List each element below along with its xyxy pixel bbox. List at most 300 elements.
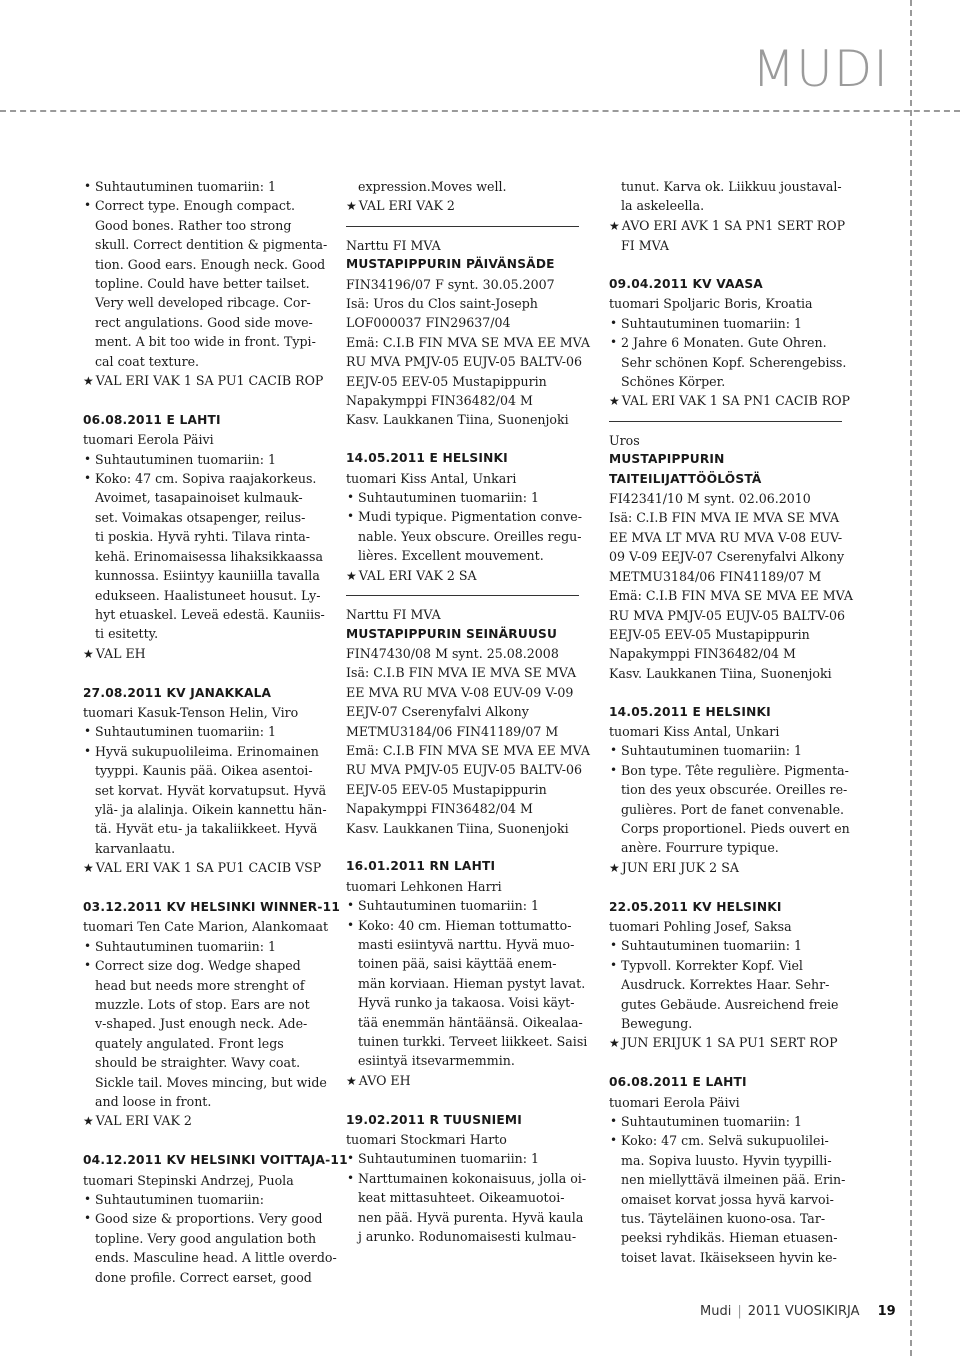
- bullet-text: Correct type. Enough compact.: [95, 198, 295, 214]
- star-icon: ★: [346, 568, 357, 583]
- text-line: [609, 975, 859, 994]
- line-text: la askeleella.: [621, 198, 705, 214]
- line-text: EEJV-05 EEV-05 Mustapippurin: [609, 626, 810, 642]
- star-icon: ★: [83, 374, 94, 389]
- text-line: [346, 410, 596, 429]
- line-text: tuomari Eerola Päivi: [609, 1094, 740, 1110]
- line-text: Emä: C.I.B FIN MVA SE MVA EE MVA: [609, 588, 853, 604]
- text-line: [609, 1209, 859, 1228]
- bullet-icon: •: [347, 917, 355, 932]
- result-line: [83, 644, 333, 664]
- line-text: EE MVA LT MVA RU MVA V-08 EUV-: [609, 529, 843, 545]
- line-text: tuomari Kiss Antal, Unkari: [346, 470, 517, 486]
- text-line: [346, 1013, 596, 1032]
- spacer: [346, 430, 596, 449]
- line-text: gulières. Port de fanet convenable.: [621, 801, 845, 817]
- result-line: [609, 216, 859, 236]
- line-text: METMU3184/06 FIN41189/07 M: [609, 568, 822, 584]
- text-line: [609, 528, 859, 547]
- text-line: [83, 703, 333, 722]
- line-text: should be straighter. Wavy coat.: [95, 1055, 301, 1071]
- heading-text: 16.01.2011 RN LAHTI: [346, 859, 496, 874]
- page-footer: [700, 1304, 896, 1319]
- line-text: expression.Moves well.: [358, 179, 507, 194]
- text-line: [346, 935, 596, 954]
- bullet-item: [346, 488, 596, 507]
- bullet-item: [346, 1149, 596, 1168]
- bullet-item: [83, 956, 333, 975]
- bullet-item: [83, 469, 333, 488]
- page-title: MUDI: [752, 40, 889, 98]
- text-line: [83, 917, 333, 936]
- line-text: anère. Fourrure typique.: [621, 840, 779, 856]
- text-line: [346, 605, 596, 624]
- result-text: VAL ERI VAK 1 SA PN1 CACIB ROP: [621, 393, 850, 409]
- bullet-text: Suhtautuminen tuomariin: 1: [621, 1114, 802, 1130]
- line-text: j arunko. Rodunomaisesti kulmau-: [358, 1229, 577, 1245]
- text-line: [83, 1014, 333, 1033]
- text-line: [83, 624, 333, 643]
- bullet-icon: •: [84, 1192, 92, 1207]
- text-line: [609, 1170, 859, 1189]
- spacer: [83, 664, 333, 683]
- line-text: topline. Very good angulation both: [95, 1230, 317, 1246]
- text-line: [346, 177, 596, 196]
- line-text: edukseen. Haalistuneet housut. Ly-: [95, 587, 321, 603]
- line-text: Bewegung.: [621, 1016, 693, 1032]
- bullet-item: [346, 1169, 596, 1188]
- bullet-item: [609, 741, 859, 760]
- column-3: [609, 177, 859, 1267]
- text-line: [83, 313, 333, 332]
- result-line: [83, 1111, 333, 1131]
- text-line: [83, 800, 333, 819]
- line-text: kehä. Erinomaisessa lihaksikkaassa: [95, 548, 323, 564]
- line-text: skull. Correct dentition & pigmenta-: [95, 237, 328, 253]
- result-line: [609, 391, 859, 411]
- result-text: VAL ERI VAK 2 SA: [358, 567, 477, 583]
- section-heading: [346, 1111, 596, 1130]
- line-text: tunut. Karva ok. Liikkuu joustaval-: [621, 179, 842, 194]
- text-line: [346, 799, 596, 818]
- text-line: [346, 527, 596, 546]
- bullet-item: [609, 333, 859, 352]
- text-line: [83, 527, 333, 546]
- text-line: [609, 722, 859, 741]
- bullet-icon: •: [347, 509, 355, 524]
- text-line: [346, 352, 596, 371]
- line-text: FI MVA: [621, 238, 669, 254]
- line-text: Avoimet, tasapainoiset kulmauk-: [95, 490, 303, 506]
- spacer: [346, 838, 596, 857]
- bullet-text: Koko: 40 cm. Hieman tottumatto-: [358, 917, 572, 933]
- star-icon: ★: [609, 860, 620, 875]
- text-line: [609, 1228, 859, 1247]
- heading-text: 06.08.2011 E LAHTI: [609, 1075, 747, 1090]
- text-line: [609, 236, 859, 255]
- line-text: Emä: C.I.B FIN MVA SE MVA EE MVA: [346, 742, 590, 758]
- result-text: VAL ERI VAK 2: [95, 1113, 192, 1129]
- line-text: RU MVA PMJV-05 EUJV-05 BALTV-06: [346, 354, 583, 370]
- text-line: [83, 293, 333, 312]
- star-icon: ★: [83, 646, 94, 661]
- bullet-icon: •: [84, 938, 92, 953]
- bullet-icon: •: [610, 743, 618, 758]
- line-text: nen pää. Hyvä purenta. Hyvä kaula: [358, 1209, 584, 1225]
- star-icon: ★: [609, 218, 620, 233]
- line-text: set. Voimakas otsapenger, reilus-: [95, 509, 306, 525]
- line-text: Kasv. Laukkanen Tiina, Suonenjoki: [346, 820, 569, 836]
- line-text: RU MVA PMJV-05 EUJV-05 BALTV-06: [346, 762, 583, 778]
- line-text: Hyvä runko ja takaosa. Voisi käyt-: [358, 995, 575, 1011]
- heading-text: MUSTAPIPPURIN PÄIVÄNSÄDE: [346, 257, 555, 272]
- line-text: cal coat texture.: [95, 353, 200, 369]
- section-rule: [609, 421, 842, 422]
- bullet-text: Suhtautuminen tuomariin: 1: [621, 743, 802, 759]
- result-text: VAL ERI VAK 1 SA PU1 CACIB VSP: [95, 860, 322, 876]
- text-line: [83, 1229, 333, 1248]
- spacer: [83, 879, 333, 898]
- text-line: [346, 294, 596, 313]
- text-line: [346, 1208, 596, 1227]
- line-text: ends. Masculine head. A little overdo-: [95, 1250, 337, 1266]
- text-line: [83, 1171, 333, 1190]
- heading-text: TAITEILIJATTÖÖLÖSTÄ: [609, 471, 762, 486]
- section-heading: [83, 411, 333, 430]
- line-text: tuomari Pohling Josef, Saksa: [609, 918, 792, 934]
- line-text: ylä- ja alalinja. Oikein kannettu hän-: [95, 801, 327, 817]
- text-line: [346, 819, 596, 838]
- line-text: EEJV-05 EEV-05 Mustapippurin: [346, 373, 547, 389]
- text-line: [83, 255, 333, 274]
- line-text: omaiset korvat jossa hyvä karvoi-: [621, 1191, 834, 1207]
- spacer: [609, 1054, 859, 1073]
- text-line: [83, 605, 333, 624]
- text-line: [609, 431, 859, 450]
- section-heading: [346, 255, 596, 274]
- right-dashed-rule: [910, 0, 912, 1356]
- bullet-icon: •: [347, 898, 355, 913]
- bullet-text: Suhtautuminen tuomariin: 1: [95, 938, 276, 954]
- section-heading: [83, 898, 340, 917]
- line-text: tuomari Kasuk-Tenson Helin, Viro: [83, 704, 299, 720]
- text-line: [83, 430, 333, 449]
- line-text: hyt etuaskel. Leveä edestä. Kauniis-: [95, 606, 325, 622]
- heading-text: 06.08.2011 E LAHTI: [83, 412, 221, 427]
- line-text: tion. Good ears. Enough neck. Good: [95, 256, 326, 272]
- bullet-text: Suhtautuminen tuomariin: 1: [95, 451, 276, 467]
- bullet-item: [609, 936, 859, 955]
- spacer: [609, 878, 859, 897]
- page-number: 19: [877, 1304, 896, 1319]
- bullet-icon: •: [610, 1133, 618, 1148]
- bullet-text: Suhtautuminen tuomariin: 1: [621, 315, 802, 331]
- line-text: toinen pää, saisi käyttää enem-: [358, 956, 557, 972]
- text-line: [609, 625, 859, 644]
- star-icon: ★: [83, 1114, 94, 1129]
- text-line: [609, 917, 859, 936]
- line-text: and loose in front.: [95, 1094, 212, 1110]
- line-text: Very well developed ribcage. Cor-: [95, 295, 311, 311]
- text-line: [346, 644, 596, 663]
- line-text: Ausdruck. Korrektes Haar. Sehr-: [621, 977, 830, 993]
- bullet-text: Correct size dog. Wedge shaped: [95, 958, 301, 974]
- heading-text: 09.04.2011 KV VAASA: [609, 277, 763, 292]
- bullet-icon: •: [84, 179, 92, 193]
- line-text: tuomari Kiss Antal, Unkari: [609, 723, 780, 739]
- line-text: Isä: C.I.B FIN MVA IE MVA SE MVA: [609, 510, 840, 526]
- section-heading: [609, 450, 859, 469]
- bullet-item: [346, 916, 596, 935]
- result-line: [83, 858, 333, 878]
- text-line: [83, 995, 333, 1014]
- line-text: Sehr schönen Kopf. Scherengebiss.: [621, 354, 847, 370]
- bullet-text: Mudi typique. Pigmentation conve-: [358, 509, 582, 525]
- text-line: [609, 177, 859, 196]
- text-line: [609, 196, 859, 215]
- line-text: RU MVA PMJV-05 EUJV-05 BALTV-06: [609, 607, 846, 623]
- text-line: [609, 547, 859, 566]
- line-text: tus. Täyteläinen kuono-osa. Tar-: [621, 1211, 826, 1227]
- line-text: rect angulations. Good side move-: [95, 314, 313, 330]
- bullet-icon: •: [84, 724, 92, 739]
- bullet-icon: •: [84, 958, 92, 973]
- line-text: Kasv. Laukkanen Tiina, Suonenjoki: [609, 665, 832, 681]
- text-line: [83, 352, 333, 371]
- line-text: ment. A bit too wide in front. Typi-: [95, 334, 316, 350]
- line-text: topline. Could have better tailset.: [95, 276, 310, 292]
- line-text: FIN47430/08 M synt. 25.08.2008: [346, 645, 559, 661]
- bullet-item: [346, 507, 596, 526]
- line-text: Napakymppi FIN36482/04 M: [346, 393, 533, 409]
- line-text: EEJV-07 Cserenyfalvi Alkony: [346, 704, 529, 720]
- result-line: [83, 371, 333, 391]
- bullet-icon: •: [610, 957, 618, 972]
- text-line: [83, 781, 333, 800]
- line-text: Kasv. Laukkanen Tiina, Suonenjoki: [346, 412, 569, 428]
- line-text: tuomari Lehkonen Harri: [346, 878, 502, 894]
- line-text: masti esiintyvä narttu. Hyvä muo-: [358, 937, 575, 952]
- text-line: [83, 274, 333, 293]
- line-text: ti poskia. Hyvä ryhti. Tilava rinta-: [95, 529, 311, 545]
- bullet-text: Narttumainen kokonaisuus, jolla oi-: [358, 1170, 587, 1186]
- result-line: [346, 566, 596, 586]
- text-line: [83, 216, 333, 235]
- text-line: [609, 489, 859, 508]
- star-icon: ★: [346, 199, 357, 214]
- text-line: [83, 1268, 333, 1287]
- bullet-text: Koko: 47 cm. Selvä sukupuolilei-: [621, 1133, 829, 1149]
- text-line: [346, 1130, 596, 1149]
- bullet-icon: •: [84, 743, 92, 758]
- bullet-item: [83, 722, 333, 741]
- result-text: VAL ERI VAK 1 SA PU1 CACIB ROP: [95, 373, 324, 389]
- line-text: ma. Sopiva luusto. Hyvin tyypilli-: [621, 1152, 832, 1168]
- line-text: Good bones. Rather too strong: [95, 217, 292, 233]
- bullet-text: Bon type. Tête regulière. Pigmenta-: [621, 762, 849, 778]
- result-line: [346, 1071, 596, 1091]
- bullet-icon: •: [84, 451, 92, 466]
- bullet-item: [83, 177, 333, 196]
- column-2: [346, 177, 596, 1246]
- bullet-item: [609, 1131, 859, 1150]
- text-line: [83, 508, 333, 527]
- line-text: METMU3184/06 FIN41189/07 M: [346, 723, 559, 739]
- text-line: [346, 546, 596, 565]
- text-line: [346, 275, 596, 294]
- bullet-text: Suhtautuminen tuomariin: 1: [358, 1151, 539, 1167]
- text-line: [346, 1051, 596, 1070]
- text-line: [346, 391, 596, 410]
- bullet-item: [346, 896, 596, 915]
- bullet-text: Good size & proportions. Very good: [95, 1211, 323, 1227]
- section-heading: [609, 470, 859, 489]
- footer-breed: Mudi: [700, 1304, 732, 1319]
- section-heading: [609, 898, 859, 917]
- top-dashed-rule: [0, 110, 960, 112]
- text-line: [609, 294, 859, 313]
- text-line: [346, 722, 596, 741]
- line-text: Schönes Körper.: [621, 374, 726, 390]
- bullet-item: [83, 196, 333, 215]
- line-text: v-shaped. Just enough neck. Ade-: [95, 1016, 308, 1032]
- text-line: [346, 469, 596, 488]
- line-text: nen miellyttävä ilmeinen pää. Erin-: [621, 1172, 846, 1188]
- section-heading: [609, 703, 859, 722]
- bullet-text: Suhtautuminen tuomariin: 1: [358, 898, 539, 914]
- text-line: [83, 235, 333, 254]
- spacer: [346, 1091, 596, 1110]
- line-text: toiset lavat. Ikäisekseen hyvin ke-: [621, 1249, 837, 1265]
- line-text: FIN34196/07 F synt. 30.05.2007: [346, 276, 555, 292]
- text-line: [609, 819, 859, 838]
- text-line: [609, 780, 859, 799]
- text-line: [346, 974, 596, 993]
- text-line: [609, 664, 859, 683]
- line-text: tuomari Stockmari Harto: [346, 1132, 507, 1148]
- text-line: [83, 332, 333, 351]
- text-line: [609, 353, 859, 372]
- text-line: [346, 760, 596, 779]
- heading-text: 04.12.2011 KV HELSINKI VOITTAJA-11: [83, 1153, 348, 1168]
- result-text: VAL ERI VAK 2: [358, 198, 455, 214]
- section-heading: [346, 449, 596, 468]
- text-line: [83, 547, 333, 566]
- spacer: [609, 256, 859, 275]
- text-line: [609, 508, 859, 527]
- spacer: [83, 1132, 333, 1151]
- bullet-item: [609, 314, 859, 333]
- line-text: tää enemmän häntäänsä. Oikealaa-: [358, 1014, 583, 1030]
- bullet-icon: •: [610, 762, 618, 777]
- bullet-icon: •: [610, 938, 618, 953]
- line-text: karvanlaatu.: [95, 840, 176, 856]
- line-text: tä. Hyvät etu- ja takaliikkeet. Hyvä: [95, 821, 318, 837]
- footer-yearbook: 2011 VUOSIKIRJA: [747, 1304, 860, 1319]
- text-line: [346, 313, 596, 332]
- bullet-text: Suhtautuminen tuomariin: 1: [95, 724, 276, 740]
- heading-text: 03.12.2011 KV HELSINKI WINNER-11: [83, 899, 340, 914]
- bullet-text: Koko: 47 cm. Sopiva raajakorkeus.: [95, 471, 317, 487]
- bullet-icon: •: [610, 1114, 618, 1129]
- section-rule: [346, 595, 579, 596]
- line-text: män korviaan. Hieman pystyt lavat.: [358, 975, 586, 991]
- bullet-icon: •: [347, 1170, 355, 1185]
- line-text: tuomari Spoljaric Boris, Kroatia: [609, 296, 813, 312]
- section-rule: [346, 226, 579, 227]
- text-line: [609, 372, 859, 391]
- text-line: [609, 995, 859, 1014]
- line-text: 09 V-09 EEJV-07 Cserenyfalvi Alkony: [609, 549, 845, 565]
- line-text: kunnossa. Esiintyy kauniilla tavalla: [95, 568, 320, 584]
- bullet-text: Typvoll. Korrekter Kopf. Viel: [621, 957, 803, 973]
- section-heading: [83, 1151, 348, 1170]
- bullet-icon: •: [84, 1211, 92, 1226]
- line-text: set korvat. Hyvät korvatupsut. Hyvä: [95, 782, 327, 798]
- result-text: JUN ERIJUK 1 SA PU1 SERT ROP: [621, 1035, 838, 1051]
- bullet-text: Hyvä sukupuolileima. Erinomainen: [95, 743, 319, 759]
- result-line: [609, 858, 859, 878]
- line-text: Isä: C.I.B FIN MVA IE MVA SE MVA: [346, 665, 577, 681]
- heading-text: 27.08.2011 KV JANAKKALA: [83, 685, 272, 700]
- bullet-icon: •: [347, 1151, 355, 1166]
- star-icon: ★: [346, 1073, 357, 1088]
- line-text: Uros: [609, 432, 640, 448]
- bullet-icon: •: [610, 335, 618, 350]
- result-text: AVO ERI AVK 1 SA PN1 SERT ROP: [621, 217, 846, 233]
- line-text: tuomari Eerola Päivi: [83, 432, 214, 448]
- line-text: nable. Yeux obscure. Oreilles regu-: [358, 528, 582, 544]
- section-heading: [609, 275, 859, 294]
- text-line: [83, 586, 333, 605]
- bullet-item: [609, 1112, 859, 1131]
- section-heading: [346, 857, 596, 876]
- text-line: [609, 644, 859, 663]
- footer-divider: |: [737, 1304, 742, 1319]
- text-line: [83, 1092, 333, 1111]
- text-line: [83, 976, 333, 995]
- text-line: [83, 1073, 333, 1092]
- bullet-item: [609, 956, 859, 975]
- bullet-icon: •: [84, 471, 92, 486]
- bullet-text: Suhtautuminen tuomariin: 1: [358, 490, 539, 506]
- text-line: [346, 780, 596, 799]
- text-line: [346, 954, 596, 973]
- text-line: [609, 606, 859, 625]
- line-text: FI42341/10 M synt. 02.06.2010: [609, 491, 811, 507]
- result-text: VAL EH: [95, 645, 146, 661]
- heading-text: 14.05.2011 E HELSINKI: [346, 451, 508, 466]
- text-line: [609, 800, 859, 819]
- line-text: muzzle. Lots of stop. Ears are not: [95, 997, 310, 1013]
- text-line: [346, 877, 596, 896]
- line-text: Narttu FI MVA: [346, 237, 441, 253]
- line-text: tuomari Ten Cate Marion, Alankomaat: [83, 919, 329, 935]
- text-line: [609, 1190, 859, 1209]
- text-line: [609, 1014, 859, 1033]
- line-text: gutes Gebäude. Ausreichend freie: [621, 996, 839, 1012]
- line-text: Napakymppi FIN36482/04 M: [609, 646, 796, 662]
- text-line: [609, 567, 859, 586]
- text-line: [346, 372, 596, 391]
- bullet-item: [83, 1209, 333, 1228]
- line-text: Isä: Uros du Clos saint-Joseph: [346, 296, 538, 312]
- text-line: [609, 838, 859, 857]
- column-1: [83, 177, 348, 1287]
- bullet-item: [83, 450, 333, 469]
- bullet-item: [83, 1190, 333, 1209]
- text-line: [83, 1034, 333, 1053]
